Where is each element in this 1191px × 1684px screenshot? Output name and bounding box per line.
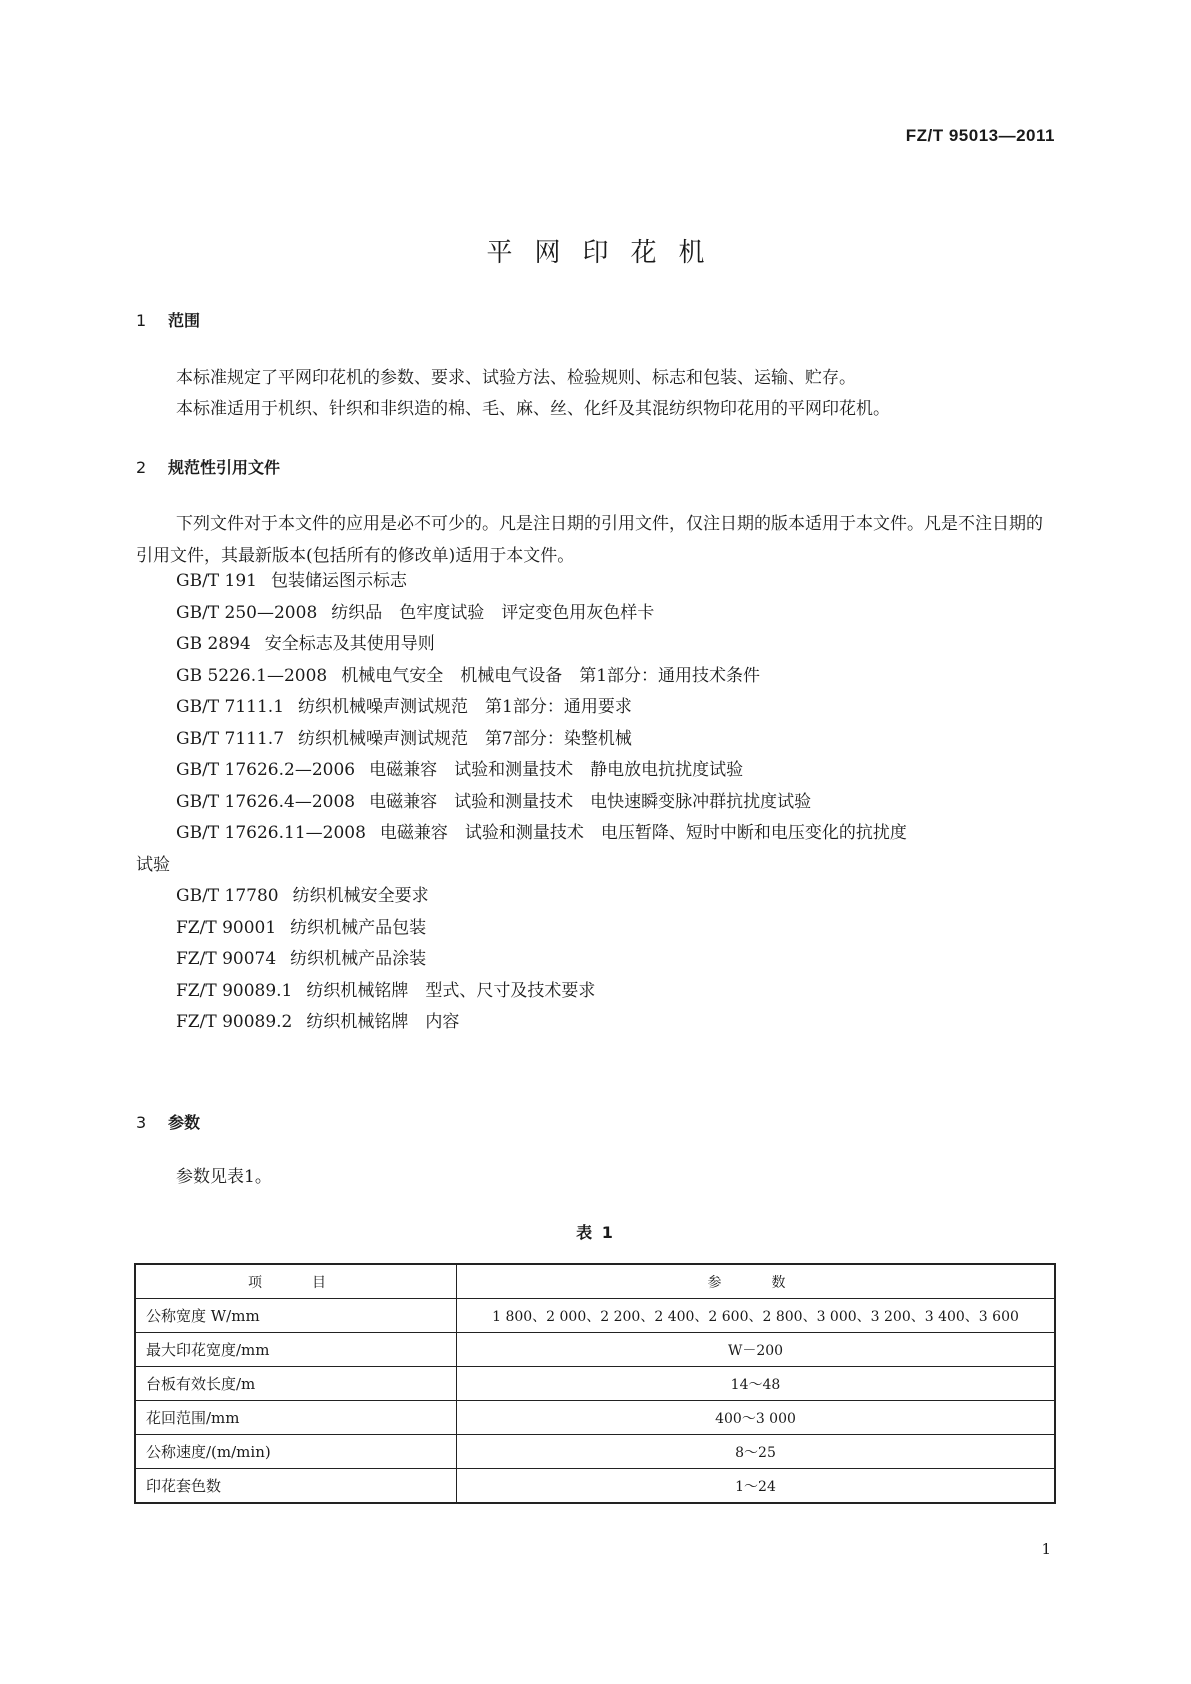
table-row xyxy=(135,1367,1055,1401)
reference-code: FZ/T 90089.2 xyxy=(176,1012,293,1032)
reference-title: 安全标志及其使用导则 xyxy=(264,634,435,654)
reference-title: 电磁兼容 试验和测量技术 电压暂降、短时中断和电压变化的抗扰度 xyxy=(379,823,907,843)
reference-title: 机械电气安全 机械电气设备 第1部分：通用技术条件 xyxy=(341,665,761,686)
reference-item xyxy=(176,913,1056,945)
row-value: 8～25 xyxy=(457,1435,1056,1469)
reference-item xyxy=(176,787,1056,819)
reference-code: FZ/T 90074 xyxy=(176,949,277,969)
reference-item xyxy=(176,629,1056,661)
reference-code: GB/T 17626.2—2006 xyxy=(176,760,356,780)
table-row xyxy=(135,1401,1055,1435)
column-header-item: 项 目 xyxy=(135,1264,457,1299)
section-number: 3 xyxy=(136,1113,147,1132)
reference-title: 纺织机械噪声测试规范 第1部分：通用要求 xyxy=(298,697,632,717)
reference-title: 纺织机械产品涂装 xyxy=(290,949,427,969)
reference-code: GB/T 17780 xyxy=(176,886,279,906)
reference-title-continuation: 试验 xyxy=(136,854,170,875)
reference-title: 纺织机械安全要求 xyxy=(292,886,429,906)
section-title: 规范性引用文件 xyxy=(168,458,281,477)
reference-code: GB 2894 xyxy=(176,634,251,654)
reference-code: FZ/T 90001 xyxy=(176,917,277,938)
section-2-heading xyxy=(136,455,280,478)
reference-item xyxy=(176,944,1056,976)
section-title: 范围 xyxy=(168,311,201,330)
reference-item xyxy=(176,566,1056,598)
reference-title: 电磁兼容 试验和测量技术 静电放电抗扰度试验 xyxy=(369,760,744,780)
row-value: 400～3 000 xyxy=(457,1401,1056,1435)
reference-item xyxy=(176,598,1056,630)
reference-item xyxy=(176,661,1056,693)
reference-code: GB/T 7111.7 xyxy=(176,728,285,749)
reference-code: GB/T 7111.1 xyxy=(176,697,285,717)
scope-paragraph-2: 本标准适用于机织、针织和非织造的棉、毛、麻、丝、化纤及其混纺织物印花用的平网印花机。 xyxy=(176,399,890,419)
reference-item xyxy=(176,881,1056,913)
reference-code: GB/T 17626.11—2008 xyxy=(176,823,366,843)
reference-item xyxy=(176,755,1056,787)
column-header-value: 参 数 xyxy=(457,1264,1056,1299)
row-item: 花回范围/mm xyxy=(135,1401,457,1435)
section-1-heading xyxy=(136,308,200,331)
reference-title: 包装储运图示标志 xyxy=(271,571,407,591)
table-title: 表 1 xyxy=(576,1223,615,1242)
table-row xyxy=(135,1299,1055,1333)
row-item: 台板有效长度/m xyxy=(135,1367,457,1401)
reference-code: GB/T 250—2008 xyxy=(176,602,318,623)
row-item: 最大印花宽度/mm xyxy=(135,1333,457,1367)
row-value: 1～24 xyxy=(457,1469,1056,1504)
section-number: 2 xyxy=(136,458,147,477)
document-title: 平网印花机 xyxy=(486,238,727,268)
reference-title: 电磁兼容 试验和测量技术 电快速瞬变脉冲群抗扰度试验 xyxy=(369,791,812,812)
scope-paragraph-1: 本标准规定了平网印花机的参数、要求、试验方法、检验规则、标志和包装、运输、贮存。 xyxy=(176,368,856,388)
reference-code: GB/T 191 xyxy=(176,571,257,591)
parameters-table xyxy=(134,1263,1056,1504)
reference-item xyxy=(176,692,1056,724)
row-value: 14～48 xyxy=(457,1367,1056,1401)
reference-item xyxy=(176,1007,1056,1039)
references-intro: 下列文件对于本文件的应用是必不可少的。凡是注日期的引用文件，仅注日期的版本适用于本文件。凡是不注日期的引用文件，其最新版本(包括所有的修改单)适用于本文件。 xyxy=(136,514,1043,566)
page-number: 1 xyxy=(1041,1540,1051,1558)
reference-code: GB 5226.1—2008 xyxy=(176,665,328,686)
table-row xyxy=(135,1469,1055,1504)
table-row xyxy=(135,1435,1055,1469)
reference-item xyxy=(176,724,1056,756)
row-item: 印花套色数 xyxy=(135,1469,457,1504)
reference-code: FZ/T 90089.1 xyxy=(176,980,293,1001)
reference-code: GB/T 17626.4—2008 xyxy=(176,791,356,812)
row-value: W－200 xyxy=(457,1333,1056,1367)
section-title: 参数 xyxy=(168,1113,201,1132)
reference-item xyxy=(136,818,1056,881)
table-header-row xyxy=(135,1264,1055,1299)
parameters-intro: 参数见表1。 xyxy=(176,1167,272,1187)
row-item: 公称速度/(m/min) xyxy=(135,1435,457,1469)
table-row xyxy=(135,1333,1055,1367)
row-item: 公称宽度 W/mm xyxy=(135,1299,457,1333)
reference-title: 纺织机械噪声测试规范 第7部分：染整机械 xyxy=(298,728,632,749)
reference-title: 纺织品 色牢度试验 评定变色用灰色样卡 xyxy=(331,602,655,623)
reference-item xyxy=(176,976,1056,1008)
reference-list xyxy=(136,566,1056,1039)
standard-code: FZ/T 95013—2011 xyxy=(905,126,1055,145)
reference-title: 纺织机械铭牌 内容 xyxy=(306,1012,460,1032)
reference-title: 纺织机械铭牌 型式、尺寸及技术要求 xyxy=(306,980,596,1001)
section-3-heading xyxy=(136,1110,200,1133)
reference-title: 纺织机械产品包装 xyxy=(290,917,427,938)
row-value: 1 800、2 000、2 200、2 400、2 600、2 800、3 000、3 200、3 400、3 600 xyxy=(457,1299,1056,1333)
section-number: 1 xyxy=(136,311,147,330)
